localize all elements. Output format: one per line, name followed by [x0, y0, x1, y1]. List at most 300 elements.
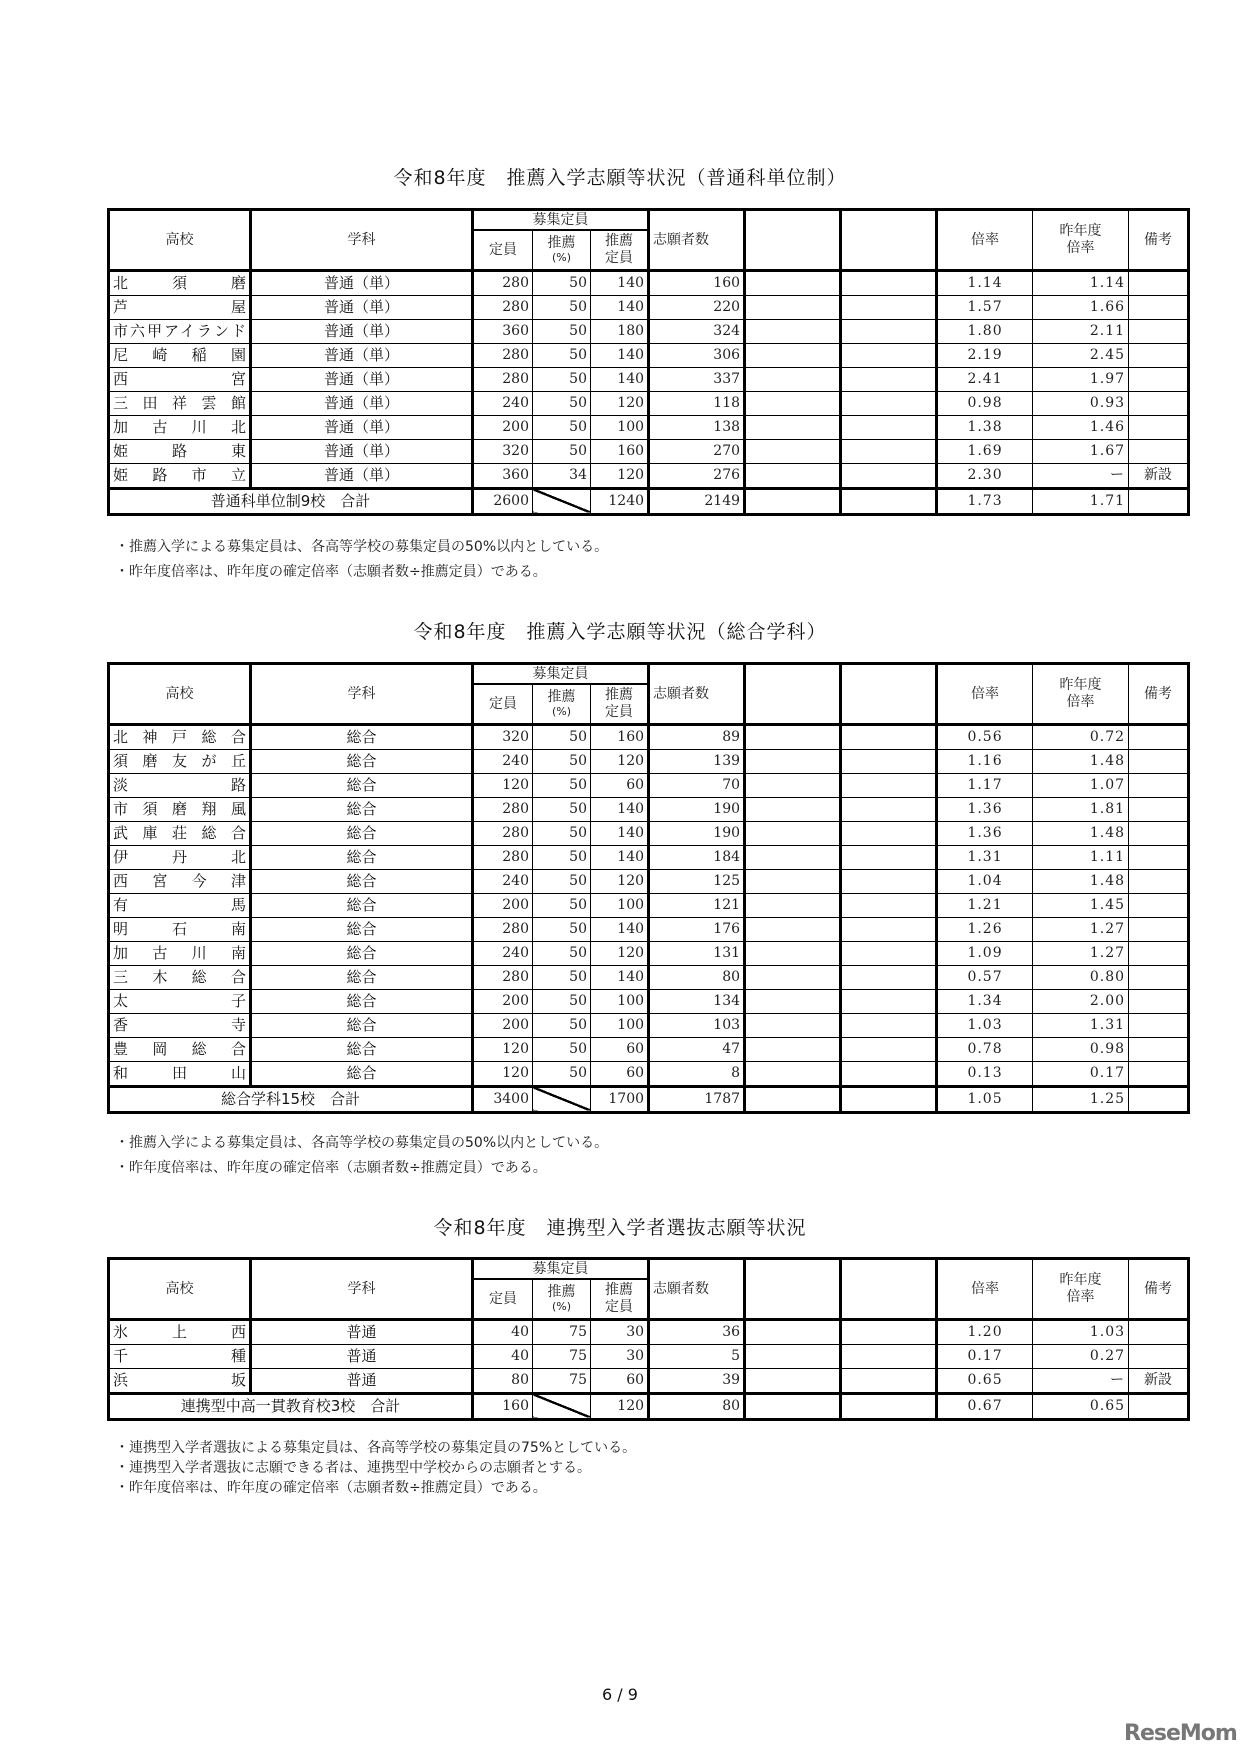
ratio: 2.41: [937, 367, 1033, 391]
department: 総合: [251, 773, 473, 797]
total-prev-ratio: 1.25: [1033, 1086, 1129, 1112]
recommend-capacity: 140: [591, 821, 649, 845]
department: 総合: [251, 821, 473, 845]
applicants: 121: [649, 893, 745, 917]
blank-cell: [841, 343, 937, 367]
prev-ratio: 0.27: [1033, 1344, 1129, 1368]
header-capacity-group: 募集定員: [473, 664, 649, 685]
blank-cell: [745, 869, 841, 893]
header-rec-cap: 推薦 定員: [591, 684, 649, 724]
table-row: [109, 989, 1189, 1013]
recommend-capacity: 140: [591, 845, 649, 869]
header-dept: 学科: [251, 210, 473, 271]
header-rec-cap: 推薦 定員: [591, 230, 649, 270]
recommend-pct: 75: [533, 1319, 591, 1344]
blank-cell: [841, 367, 937, 391]
applicants: 103: [649, 1013, 745, 1037]
recommend-capacity: 60: [591, 773, 649, 797]
recommend-capacity: 30: [591, 1344, 649, 1368]
remarks: [1129, 724, 1189, 749]
capacity: 360: [473, 463, 533, 488]
total-row: [109, 488, 1189, 514]
prev-ratio: 1.46: [1033, 415, 1129, 439]
applicants: 306: [649, 343, 745, 367]
prev-ratio: 1.14: [1033, 270, 1129, 295]
header-blank-1: [745, 664, 841, 725]
recommend-pct: 50: [533, 797, 591, 821]
prev-ratio: 1.31: [1033, 1013, 1129, 1037]
note-line: ・昨年度倍率は、昨年度の確定倍率（志願者数÷推薦定員）である。: [115, 564, 547, 580]
recommend-pct: 50: [533, 869, 591, 893]
recommend-capacity: 140: [591, 295, 649, 319]
table-row: [109, 1368, 1189, 1393]
capacity: 240: [473, 749, 533, 773]
total-ratio: 0.67: [937, 1393, 1033, 1419]
table-row: [109, 893, 1189, 917]
total-prev-ratio: 0.65: [1033, 1393, 1129, 1419]
blank-cell: [745, 821, 841, 845]
blank-cell: [745, 749, 841, 773]
table-row: [109, 295, 1189, 319]
capacity: 280: [473, 917, 533, 941]
blank-cell: [745, 439, 841, 463]
section-title-general-unit: 令和8年度 推薦入学志願等状況（普通科単位制）: [393, 167, 847, 189]
applicants: 39: [649, 1368, 745, 1393]
remarks: [1129, 893, 1189, 917]
ratio: 1.36: [937, 797, 1033, 821]
capacity: 80: [473, 1368, 533, 1393]
header-applicants: 志願者数: [649, 664, 745, 725]
capacity: 280: [473, 343, 533, 367]
total-prev-ratio: 1.71: [1033, 488, 1129, 514]
school-name: 千 種: [109, 1344, 251, 1368]
applicants: 8: [649, 1061, 745, 1086]
department: 普通（単）: [251, 439, 473, 463]
remarks: [1129, 1061, 1189, 1086]
remarks: [1129, 295, 1189, 319]
ratio: 1.14: [937, 270, 1033, 295]
total-ratio: 1.05: [937, 1086, 1033, 1112]
remarks: [1129, 319, 1189, 343]
blank-cell: [745, 893, 841, 917]
total-label: 総合学科15校 合計: [109, 1086, 473, 1112]
ratio: 0.17: [937, 1344, 1033, 1368]
recommend-pct: 50: [533, 821, 591, 845]
recommend-pct: 50: [533, 295, 591, 319]
blank-cell: [841, 1319, 937, 1344]
capacity: 200: [473, 415, 533, 439]
capacity: 280: [473, 845, 533, 869]
department: 総合: [251, 1013, 473, 1037]
prev-ratio: 0.98: [1033, 1037, 1129, 1061]
ratio: 1.17: [937, 773, 1033, 797]
recommend-pct: 34: [533, 463, 591, 488]
header-school: 高校: [109, 1259, 251, 1320]
recommend-capacity: 120: [591, 749, 649, 773]
school-name: 市須磨翔風: [109, 797, 251, 821]
blank-cell: [841, 989, 937, 1013]
table-row: [109, 1344, 1189, 1368]
prev-ratio: ー: [1033, 463, 1129, 488]
total-recommend-capacity: 1240: [591, 488, 649, 514]
blank-cell: [841, 797, 937, 821]
prev-ratio: ー: [1033, 1368, 1129, 1393]
table-comprehensive: [107, 662, 1190, 1114]
school-name: 太 子: [109, 989, 251, 1013]
total-capacity: 3400: [473, 1086, 533, 1112]
blank-cell: [745, 295, 841, 319]
capacity: 360: [473, 319, 533, 343]
header-blank-2: [841, 1259, 937, 1320]
total-recommend-capacity: 1700: [591, 1086, 649, 1112]
school-name: 浜 坂: [109, 1368, 251, 1393]
capacity: 40: [473, 1344, 533, 1368]
ratio: 0.56: [937, 724, 1033, 749]
applicants: 276: [649, 463, 745, 488]
applicants: 36: [649, 1319, 745, 1344]
header-blank-2: [841, 210, 937, 271]
department: 総合: [251, 917, 473, 941]
recommend-pct: 75: [533, 1344, 591, 1368]
recommend-capacity: 120: [591, 941, 649, 965]
total-applicants: 80: [649, 1393, 745, 1419]
recommend-pct: 50: [533, 989, 591, 1013]
header-ratio: 倍率: [937, 210, 1033, 271]
recommend-capacity: 100: [591, 415, 649, 439]
applicants: 118: [649, 391, 745, 415]
recommend-capacity: 30: [591, 1319, 649, 1344]
ratio: 0.98: [937, 391, 1033, 415]
blank-cell: [841, 1086, 937, 1112]
header-school: 高校: [109, 210, 251, 271]
blank-cell: [841, 1368, 937, 1393]
applicants: 89: [649, 724, 745, 749]
recommend-pct: 50: [533, 1061, 591, 1086]
remarks: [1129, 415, 1189, 439]
remarks: [1129, 917, 1189, 941]
ratio: 2.30: [937, 463, 1033, 488]
department: 総合: [251, 893, 473, 917]
department: 総合: [251, 869, 473, 893]
department: 普通: [251, 1368, 473, 1393]
recommend-pct: 50: [533, 773, 591, 797]
blank-cell: [745, 773, 841, 797]
prev-ratio: 1.48: [1033, 749, 1129, 773]
remarks: [1129, 845, 1189, 869]
ratio: 0.57: [937, 965, 1033, 989]
section-title-linked: 令和8年度 連携型入学者選抜志願等状況: [433, 1217, 807, 1239]
header-dept: 学科: [251, 1259, 473, 1320]
department: 普通: [251, 1319, 473, 1344]
total-recommend-capacity: 120: [591, 1393, 649, 1419]
header-school: 高校: [109, 664, 251, 725]
remarks: [1129, 1013, 1189, 1037]
capacity: 280: [473, 965, 533, 989]
blank-cell: [841, 1013, 937, 1037]
notes-linked: [115, 1438, 636, 1498]
ratio: 1.57: [937, 295, 1033, 319]
capacity: 280: [473, 367, 533, 391]
total-ratio: 1.73: [937, 488, 1033, 514]
prev-ratio: 1.81: [1033, 797, 1129, 821]
section-title-comprehensive: 令和8年度 推薦入学志願等状況（総合学科）: [413, 621, 827, 643]
header-rec-pct: 推薦 (%): [533, 230, 591, 270]
remarks: [1129, 391, 1189, 415]
remarks: 新設: [1129, 1368, 1189, 1393]
department: 総合: [251, 941, 473, 965]
table-row: [109, 367, 1189, 391]
department: 普通（単）: [251, 295, 473, 319]
applicants: 47: [649, 1037, 745, 1061]
capacity: 120: [473, 1037, 533, 1061]
blank-cell: [745, 1086, 841, 1112]
applicants: 160: [649, 270, 745, 295]
header-blank-2: [841, 664, 937, 725]
school-name: 芦 屋: [109, 295, 251, 319]
table-row: [109, 1037, 1189, 1061]
table-row: [109, 463, 1189, 488]
blank-cell: [841, 319, 937, 343]
ratio: 0.78: [937, 1037, 1033, 1061]
remarks: [1129, 1344, 1189, 1368]
prev-ratio: 0.93: [1033, 391, 1129, 415]
blank-cell: [841, 893, 937, 917]
blank-cell: [841, 391, 937, 415]
header-prev-ratio: 昨年度 倍率: [1033, 1259, 1129, 1320]
table-row: [109, 869, 1189, 893]
ratio: 1.80: [937, 319, 1033, 343]
blank-cell: [745, 1013, 841, 1037]
blank-cell: [745, 965, 841, 989]
applicants: 80: [649, 965, 745, 989]
blank-cell: [745, 1344, 841, 1368]
applicants: 190: [649, 821, 745, 845]
blank-cell: [841, 463, 937, 488]
note-line: ・連携型入学者選抜に志願できる者は、連携型中学校からの志願者とする。: [115, 1460, 591, 1476]
applicants: 270: [649, 439, 745, 463]
school-name: 豊岡総合: [109, 1037, 251, 1061]
ratio: 1.04: [937, 869, 1033, 893]
table-row: [109, 797, 1189, 821]
recommend-pct: 50: [533, 965, 591, 989]
recommend-capacity: 140: [591, 917, 649, 941]
applicants: 138: [649, 415, 745, 439]
ratio: 1.26: [937, 917, 1033, 941]
school-name: 氷 上 西: [109, 1319, 251, 1344]
table-row: [109, 1319, 1189, 1344]
school-name: 和 田 山: [109, 1061, 251, 1086]
prev-ratio: 1.48: [1033, 821, 1129, 845]
department: 普通（単）: [251, 343, 473, 367]
capacity: 200: [473, 1013, 533, 1037]
department: 総合: [251, 797, 473, 821]
blank-cell: [745, 391, 841, 415]
ratio: 1.21: [937, 893, 1033, 917]
department: 普通: [251, 1344, 473, 1368]
prev-ratio: 0.80: [1033, 965, 1129, 989]
note-line: ・推薦入学による募集定員は、各高等学校の募集定員の50%以内としている。: [115, 539, 609, 555]
prev-ratio: 0.17: [1033, 1061, 1129, 1086]
table-row: [109, 270, 1189, 295]
recommend-capacity: 160: [591, 439, 649, 463]
ratio: 1.34: [937, 989, 1033, 1013]
school-name: 有 馬: [109, 893, 251, 917]
capacity: 120: [473, 773, 533, 797]
school-name: 西 宮: [109, 367, 251, 391]
blank-cell: [745, 415, 841, 439]
blank-cell: [841, 724, 937, 749]
recommend-capacity: 160: [591, 724, 649, 749]
table-row: [109, 343, 1189, 367]
school-name: 北神戸総合: [109, 724, 251, 749]
blank-cell: [745, 797, 841, 821]
blank-cell: [745, 319, 841, 343]
blank-cell: [745, 724, 841, 749]
note-line: ・推薦入学による募集定員は、各高等学校の募集定員の50%以内としている。: [115, 1135, 609, 1151]
capacity: 40: [473, 1319, 533, 1344]
recommend-capacity: 140: [591, 797, 649, 821]
blank-cell: [745, 488, 841, 514]
recommend-pct: 50: [533, 917, 591, 941]
blank-cell: [745, 941, 841, 965]
school-name: 香 寺: [109, 1013, 251, 1037]
recommend-capacity: 140: [591, 965, 649, 989]
applicants: 176: [649, 917, 745, 941]
table-row: [109, 391, 1189, 415]
recommend-capacity: 140: [591, 367, 649, 391]
applicants: 337: [649, 367, 745, 391]
capacity: 280: [473, 821, 533, 845]
total-remarks: [1129, 1393, 1189, 1419]
blank-cell: [745, 367, 841, 391]
ratio: 1.09: [937, 941, 1033, 965]
table-row: [109, 1013, 1189, 1037]
applicants: 131: [649, 941, 745, 965]
table-row: [109, 415, 1189, 439]
capacity: 240: [473, 869, 533, 893]
header-applicants: 志願者数: [649, 1259, 745, 1320]
blank-cell: [745, 1061, 841, 1086]
recommend-capacity: 180: [591, 319, 649, 343]
blank-cell: [841, 415, 937, 439]
department: 普通（単）: [251, 463, 473, 488]
header-capacity: 定員: [473, 684, 533, 724]
table-row: [109, 773, 1189, 797]
capacity: 120: [473, 1061, 533, 1086]
table-row: [109, 319, 1189, 343]
blank-cell: [745, 1319, 841, 1344]
table-row: [109, 1061, 1189, 1086]
school-name: 三田祥雲館: [109, 391, 251, 415]
blank-cell: [745, 343, 841, 367]
header-capacity-group: 募集定員: [473, 1259, 649, 1280]
department: 総合: [251, 749, 473, 773]
recommend-pct: 50: [533, 724, 591, 749]
capacity: 320: [473, 439, 533, 463]
blank-cell: [745, 463, 841, 488]
diagonal-slash: [533, 488, 591, 514]
school-name: 三木総合: [109, 965, 251, 989]
header-capacity: 定員: [473, 230, 533, 270]
diagonal-slash: [533, 1086, 591, 1112]
prev-ratio: 1.07: [1033, 773, 1129, 797]
ratio: 1.20: [937, 1319, 1033, 1344]
notes-general-unit: [115, 535, 608, 585]
remarks: [1129, 1319, 1189, 1344]
header-remarks: 備考: [1129, 1259, 1189, 1320]
blank-cell: [745, 1393, 841, 1419]
prev-ratio: 1.97: [1033, 367, 1129, 391]
capacity: 320: [473, 724, 533, 749]
total-capacity: 160: [473, 1393, 533, 1419]
table-row: [109, 439, 1189, 463]
ratio: 2.19: [937, 343, 1033, 367]
header-blank-1: [745, 1259, 841, 1320]
table-row: [109, 845, 1189, 869]
recommend-capacity: 60: [591, 1037, 649, 1061]
applicants: 70: [649, 773, 745, 797]
recommend-pct: 75: [533, 1368, 591, 1393]
prev-ratio: 2.00: [1033, 989, 1129, 1013]
header-capacity: 定員: [473, 1279, 533, 1319]
blank-cell: [841, 1061, 937, 1086]
prev-ratio: 1.48: [1033, 869, 1129, 893]
department: 総合: [251, 724, 473, 749]
applicants: 220: [649, 295, 745, 319]
ratio: 1.31: [937, 845, 1033, 869]
department: 普通（単）: [251, 270, 473, 295]
page-number: 6 / 9: [602, 1685, 638, 1704]
recommend-capacity: 120: [591, 463, 649, 488]
school-name: 西宮今津: [109, 869, 251, 893]
remarks: [1129, 270, 1189, 295]
total-applicants: 1787: [649, 1086, 745, 1112]
recommend-pct: 50: [533, 391, 591, 415]
recommend-pct: 50: [533, 439, 591, 463]
capacity: 280: [473, 295, 533, 319]
header-prev-ratio: 昨年度 倍率: [1033, 664, 1129, 725]
recommend-pct: 50: [533, 1013, 591, 1037]
ratio: 1.38: [937, 415, 1033, 439]
recommend-pct: 50: [533, 319, 591, 343]
recommend-pct: 50: [533, 270, 591, 295]
blank-cell: [841, 965, 937, 989]
recommend-pct: 50: [533, 749, 591, 773]
ratio: 1.03: [937, 1013, 1033, 1037]
department: 普通（単）: [251, 415, 473, 439]
capacity: 240: [473, 391, 533, 415]
header-capacity-group: 募集定員: [473, 210, 649, 231]
recommend-pct: 50: [533, 343, 591, 367]
remarks: [1129, 367, 1189, 391]
school-name: 伊 丹 北: [109, 845, 251, 869]
blank-cell: [841, 1037, 937, 1061]
recommend-capacity: 140: [591, 343, 649, 367]
recommend-pct: 50: [533, 367, 591, 391]
remarks: [1129, 941, 1189, 965]
prev-ratio: 1.27: [1033, 941, 1129, 965]
recommend-capacity: 120: [591, 391, 649, 415]
total-capacity: 2600: [473, 488, 533, 514]
department: 総合: [251, 845, 473, 869]
prev-ratio: 0.72: [1033, 724, 1129, 749]
remarks: [1129, 965, 1189, 989]
total-label: 連携型中高一貫教育校3校 合計: [109, 1393, 473, 1419]
remarks: [1129, 989, 1189, 1013]
notes-comprehensive: [115, 1131, 608, 1181]
blank-cell: [841, 845, 937, 869]
recommend-capacity: 100: [591, 989, 649, 1013]
